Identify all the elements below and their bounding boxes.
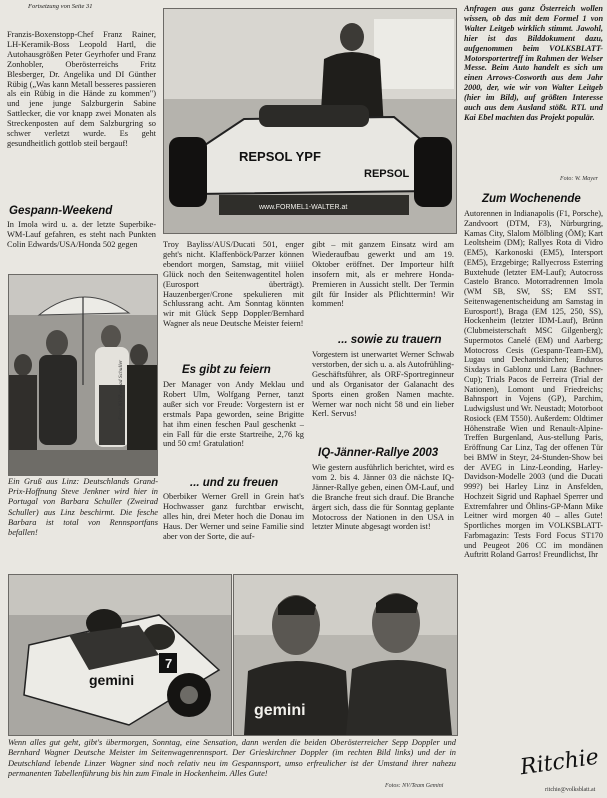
f1-sponsor-text: REPSOL YPF (239, 149, 321, 164)
photo-formula1-car (163, 8, 457, 234)
photo-credit-gemini: Fotos: NV/Team Gemini (385, 783, 444, 789)
heading-gespann-weekend: Gespann-Weekend (9, 205, 113, 217)
jacket-logo: gemini (254, 702, 306, 719)
photo-credit-mayer: Foto: W. Mayer (560, 176, 598, 182)
caption-doppler-wagner: Wenn alles gut geht, gibt's übermorgen, Sonntag, eine Sensation, dann werden die beiden Oberösterreicher Sepp Doppler und Bernhard Wagner Deutsche Meister im Seitenwagenrennsport. Der Grieskirchner Doppler (im rechten Bild links) und der in Deutschland lebende Linzer Wagner sind noch relativ neu im Gespannsport, umso erfreulicher ist der Umstand ihrer nahezu permanenten Tabellenführung bis hin zum Finale in Hockenheim. Alles Gute! (8, 738, 456, 778)
heading-und-zu-freuen: ... und zu freuen (190, 477, 279, 489)
f1-sponsor-text-2: REPSOL (364, 168, 410, 180)
signature-ritchie: Ritchie (518, 744, 601, 781)
heading-zum-wochenende: Zum Wochenende (482, 193, 581, 205)
photo-sidecar-racing (8, 574, 232, 736)
sidecar-number: 7 (165, 656, 173, 671)
author-email: ritchie@volksblatt.at (545, 787, 596, 793)
f1-url-text: www.FORMEL1-WALTER.at (259, 204, 348, 211)
col3-body1: gibt – mit ganzem Einsatz wird am Wiederaufbau gewerkt und am 19. Oktober eröffnet. Der Importeur hilft insofern mit, als er mehrere Honda-Premieren in Aussicht stellt. Der Termin gilt für Insider als Pflichttermin! Wir kommen! (312, 240, 454, 309)
col1-intro-text: Franzis-Boxenstopp-Chef Franz Rainer, LH-Keramik-Boss Leopold Hartl, die Autohausgrößen Peter Geyrhofer und Franz Zonhobler, Oberösterreichs Fritz Blesberger, Dr. Angelika und DI Günther Rübig („Was kann Metall besseres passieren als ein Rübig in die Hände zu kommen") und jene junge Salzburgerin Sabine Sattlecker, die vor knapp zwei Monaten als Streckenposten auf dem Salzburgring so schwer verletzt wurde. Es geht gesundheitlich gottlob steil bergauf! (7, 30, 156, 148)
col2-body1: Troy Bayliss/AUS/Ducati 501, enger geht's nicht. Klaffenböck/Parzer können ebendort morgen, Samstag, mit viiiiel Glück noch den Seitenwagentitel holen (Eurosport überträgt). Hauzenberger/Crone spekulieren mit Schlussrang acht. Am Sonntag könnten wir mit Glück Sepp Doppler/Bernhard Wagner als neue Deutsche Meister feiern! (163, 240, 304, 329)
heading-sowie-zu-trauern: ... sowie zu trauern (338, 334, 442, 346)
continuation-note: Fortsetzung von Seite 31 (28, 3, 93, 10)
photo-jenkner-umbrella (8, 274, 158, 476)
heading-es-gibt-zu-feiern: Es gibt zu feiern (182, 364, 271, 376)
col4-body: Autorennen in Indianapolis (F1, Porsche), Zandvoort (DTM, F3), Nürburgring, Kamas City, Slalom Mölbling (ÖM); Kart Leoltsheim (DM); Rallyes Rota di Vidro (EM5), Karkonoski (EM5), Intersport (EM5), Erzgebirge; Rallyecross Esterring Buxtehude (letzter EM-Lauf); Autocross Castelo Branco. Motorradrennen Imola (WM SB, SW, SS; EM SST, Seitenwagenentscheidung am Samstag in Eurosport!), Braga (EM 125, 250, SS), Hockenheim (letzter IDM-Lauf), Brünn (Clubmeisterschaft MSC Gilgenberg); Supermotos Canelé (EM) und Aarberg; Motocross Cesis (Gespann-Team-EM), Lugau und Dechantskirchen; Enduros Sixdays in Gablonz und Lanz (Bachner-Cup); Trials Pacos de Ferreira (Trial der Nationen), Lomont und Friedreichs; Bahnsport in Vojens (GP), Parchim, Ludwigslust und Wr. Neustadt; Motorboot Rosiock (EM T550). Außerdem: Oldtimer Höhenstraße Wien und Renault-Alpine-Treffen Burgenland, Aus-stellung Paris, Eröffnung Car Linz, Tag der offenen Tür bei BMW in Steyr, 24-Stunden-Show bei der AVEG in Linz-Leonding, Harley-Davidson-Modelle 2003 (und die Ducati 999?) bei Harley Linz in Ansfelden, Hochzeit Sigrid und Raphael Sperrer und Extremfahrer und Öhlins-GP-Mann Mike Leitner wird morgen 40 – alles Gute! Sportliches morgen im VOLKSBLATT-Farbmagazin: Tests Ford Focus ST170 und Peugeot 206 CC im mondänen Auftritt Roland Garros! Freundlichst, Ihr (464, 209, 603, 560)
col1-body-text: In Imola wird u. a. der letzte Superbike-WM-Lauf gefahren, es steht nach Punkten Colin Edwards/USA/Honda 502 gegen (7, 220, 156, 249)
photo-credit-schuller: Foto: NV/Zweirad Schuller (118, 359, 124, 420)
col3-body3: Wie gestern ausführlich berichtet, wird es vom 2. bis 4. Jänner 03 die nächste IQ-Jänner-Rallye geben, einen ÖM-Lauf, und die Branche freut sich drauf. Die Branche ärgert sich, dass die für Sonntag geplante Motocross der Nationen in den USA in letzter Minute abgesagt worden ist! (312, 463, 454, 532)
col3-body2: Vorgestern ist unerwartet Werner Schwab verstorben, der sich u. a. als Autofrühling-Geschäftsführer, als ORF-Sportreginneur und als Organisator der Galanacht des Sports einen großen Namen machte. Werner war noch nicht 58 und ein lieber Kerl. Servus! (312, 350, 454, 419)
col2-body3: Oberbiker Werner Grell in Grein hat's Hochwasser ganz furchtbar erwischt, alles hin, drei Meter hoch die Donau im Haus. Der Werner und seine Familie sind aber von der Sorte, die auf- (163, 492, 304, 541)
heading-iq-jaenner-rallye: IQ-Jänner-Rallye 2003 (318, 447, 439, 459)
sidecar-sponsor: gemini (89, 672, 135, 688)
caption-jenkner: Ein Gruß aus Linz: Deutschlands Grand-Prix-Hoffnung Steve Jenkner wird hier in Portugal von Barbara Schuller (Zweirad Schuller) aus Linz beschirmt. Die fesche Barbara ist total von Rennsportfans befallen! (8, 477, 158, 538)
col2-body2: Der Manager von Andy Meklau und Robert Ulm, Wolfgang Perner, tanzt außer sich vor Freude: Vorgestern ist er erstmals Papa geworden, seine Brigitte hat ihm einen feschen Paul geschenkt – ein Fall für die erste Startreihe, 2,76 kg und 50 cm! Gratulation! (163, 380, 304, 449)
col4-intro: Anfragen aus ganz Österreich wollen wissen, ob das mit dem Formel 1 von Walter Leitgeb wirklich stimmt. Jawohl, hier ist das Bilddokument dazu, aufgenommen beim VOLKSBLATT-Motorsportertreff im Rahmen der Welser Messe. Beim Auto handelt es sich um einen Arrows-Cosworth aus dem Jahr 2000, der, wie wir von Walter Leitgeb (hier im Bild), auf größten Interesse auch aus dem Ausland stößt. RTL und Kai Ebel machten das Projekt populär. (464, 4, 603, 122)
photo-doppler-wagner (233, 574, 458, 736)
